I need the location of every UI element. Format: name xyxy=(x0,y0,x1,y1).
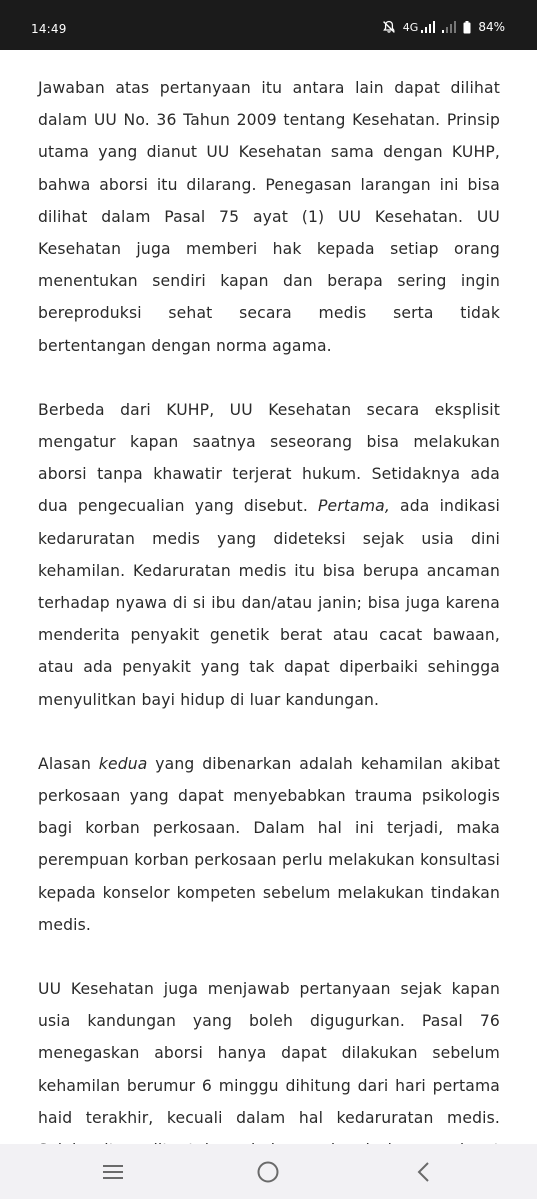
paragraph-2-text-start: Berbeda dari KUHP, UU Kesehatan secara eksplisit mengatur kapan saatnya seseorang bisa melakukan aborsi tanpa khawatir terjerat hukum. Setidaknya ada dua pengecualian yang disebut. xyxy=(38,400,500,516)
paragraph-2-text-end: ada indikasi kedaruratan medis yang dideteksi sejak usia dini kehamilan. Kedaruratan medis itu bisa berupa ancaman terhadap nyawa di si ibu dan/atau janin; bisa juga karena menderita penyakit genetik berat atau cacat bawaan, atau ada penyakit yang tak dapat diperbaiki sehingga menyulitkan bayi hidup di luar kandungan. xyxy=(38,497,500,709)
article-paragraph-1: Jawaban atas pertanyaan itu antara lain dapat dilihat dalam UU No. 36 Tahun 2009 tentang Kesehatan. Prinsip utama yang dianut UU Kesehatan sama dengan KUHP, bahwa aborsi itu dilarang. Penegasan larangan ini bisa dilihat dalam Pasal 75 ayat (1) UU Kesehatan. UU Kesehatan juga memberi hak kepada setiap orang menentukan sendiri kapan dan berapa sering ingin bereproduksi sehat secara medis serta tidak bertentangan dengan norma agama. xyxy=(38,79,500,355)
article-body xyxy=(38,72,500,1144)
battery-icon xyxy=(463,21,471,34)
article-paragraph-3 xyxy=(38,748,500,941)
paragraph-3-emphasis: kedua xyxy=(98,754,148,773)
status-icons xyxy=(382,20,505,34)
back-button[interactable] xyxy=(378,1144,468,1199)
mute-notifications-icon xyxy=(382,20,396,34)
recent-apps-button[interactable] xyxy=(68,1144,158,1199)
home-icon xyxy=(256,1160,280,1184)
status-bar xyxy=(0,0,537,50)
paragraph-3-text-start: Alasan xyxy=(38,754,99,773)
home-button[interactable] xyxy=(223,1144,313,1199)
paragraph-2-emphasis: Pertama, xyxy=(318,497,390,516)
recent-apps-icon xyxy=(102,1164,124,1180)
navigation-bar xyxy=(0,1144,537,1199)
signal-icon xyxy=(421,21,435,33)
article-paragraph-4: UU Kesehatan juga menjawab pertanyaan sejak kapan usia kandungan yang boleh digugurkan. Pasal 76 menegaskan aborsi hanya dapat dilakukan sebelum kehamilan berumur 6 minggu dihitung dari hari pertama haid terakhir, kecuali dalam hal kedaruratan medis. xyxy=(38,980,500,1127)
article-paragraph-2 xyxy=(38,394,500,716)
paragraph-3-text-end: yang dibenarkan adalah kehamilan akibat perkosaan yang dapat menyebabkan trauma psikologis bagi korban perkosaan. Dalam hal ini terjadi, maka perempuan korban perkosaan perlu melakukan konsultasi kepada konselor kompeten sebelum melakukan tindakan medis. xyxy=(38,754,500,934)
battery-percent: 84% xyxy=(478,20,505,34)
signal-weak-icon xyxy=(442,21,456,33)
status-time: 14:49 xyxy=(31,22,67,36)
back-icon xyxy=(416,1161,430,1183)
network-type-label: 4G xyxy=(402,20,419,34)
